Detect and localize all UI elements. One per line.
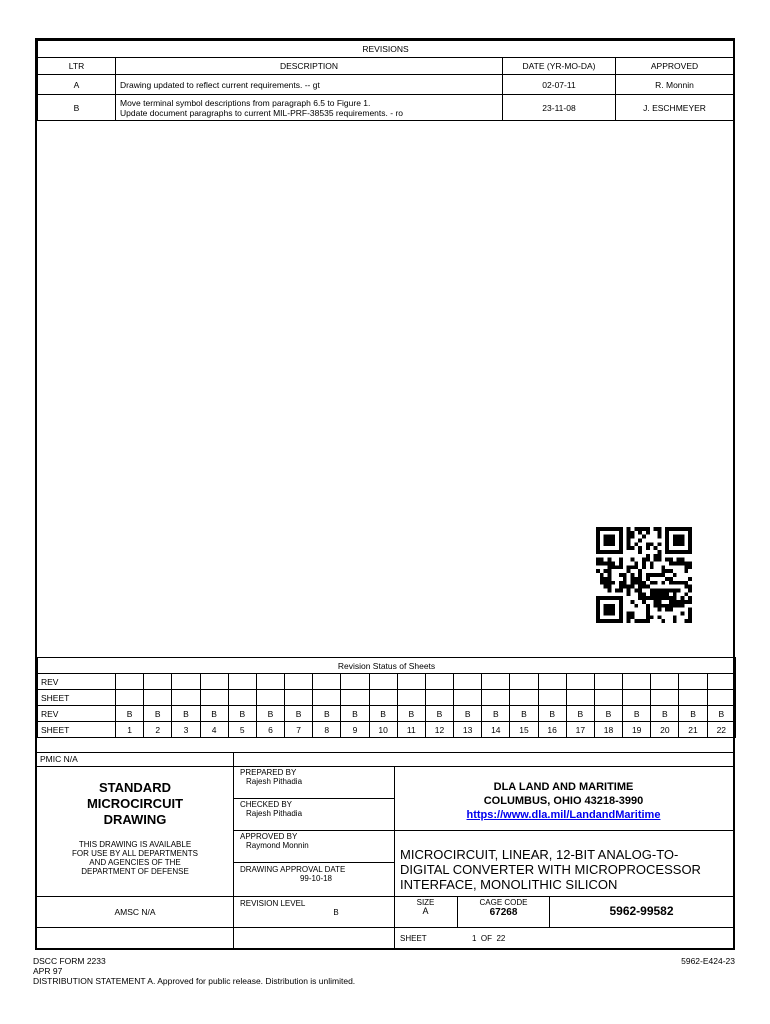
status-empty-cell	[256, 674, 284, 690]
status-empty-cell	[313, 690, 341, 706]
status-sheet-cell: 1	[116, 722, 144, 738]
rev-row-date: 02-07-11	[503, 75, 616, 95]
status-sheet-cell: 9	[341, 722, 369, 738]
form-info: DSCC FORM 2233 APR 97 DISTRIBUTION STATEMENT A. Approved for public release. Distribution is unlimited.	[33, 956, 356, 986]
status-empty-cell	[228, 674, 256, 690]
status-rev-label: REV	[38, 706, 116, 722]
header-ltr: LTR	[38, 58, 116, 75]
status-rev-cell: B	[200, 706, 228, 722]
header-approved: APPROVED	[616, 58, 734, 75]
status-sheet-cell: 11	[397, 722, 425, 738]
status-empty-cell	[313, 674, 341, 690]
drawing-approval-date: DRAWING APPROVAL DATE 99-10-18	[240, 865, 346, 883]
status-sheet-cell: 21	[679, 722, 707, 738]
status-empty-cell	[510, 674, 538, 690]
qr-code	[596, 527, 692, 623]
status-empty-cell	[341, 674, 369, 690]
status-sheet-cell: 22	[707, 722, 735, 738]
sheet-label: SHEET	[400, 934, 427, 943]
status-empty-cell	[623, 690, 651, 706]
status-empty-cell	[425, 674, 453, 690]
status-empty-cell	[200, 674, 228, 690]
status-sheet-cell: 7	[285, 722, 313, 738]
status-empty-cell	[651, 690, 679, 706]
status-rev-cell: B	[425, 706, 453, 722]
pmic-label: PMIC N/A	[40, 754, 78, 764]
rev-row-date: 23-11-08	[503, 95, 616, 121]
prepared-by: PREPARED BY Rajesh Pithadia	[240, 768, 303, 786]
organization-block: DLA LAND AND MARITIME COLUMBUS, OHIO 43218-3990 https://www.dla.mil/LandandMaritime	[394, 780, 733, 822]
amsc-label: AMSC N/A	[114, 907, 156, 917]
status-rev-cell: B	[172, 706, 200, 722]
status-rev-cell: B	[707, 706, 735, 722]
status-empty-cell	[200, 690, 228, 706]
status-title: Revision Status of Sheets	[38, 658, 736, 674]
status-empty-cell	[285, 674, 313, 690]
status-sheet-cell: 16	[538, 722, 566, 738]
rev-row-description: Drawing updated to reflect current requirements. -- gt	[116, 75, 503, 95]
revisions-table	[37, 40, 734, 121]
status-empty-cell	[341, 690, 369, 706]
status-sheet-cell: 12	[425, 722, 453, 738]
status-empty-cell	[538, 674, 566, 690]
status-empty-cell	[679, 674, 707, 690]
status-empty-cell	[623, 674, 651, 690]
rev-row-approved: R. Monnin	[616, 75, 734, 95]
status-rev-cell: B	[256, 706, 284, 722]
revisions-title: REVISIONS	[38, 41, 734, 58]
status-empty-cell	[172, 690, 200, 706]
sheet-number: 1 OF 22	[472, 934, 506, 943]
title-block	[37, 752, 733, 950]
status-empty-cell	[454, 690, 482, 706]
status-rev-cell: B	[397, 706, 425, 722]
status-sheet-label: SHEET	[38, 722, 116, 738]
status-rev-cell: B	[594, 706, 622, 722]
status-empty-cell	[369, 674, 397, 690]
status-rev-cell: B	[341, 706, 369, 722]
status-empty-cell	[285, 690, 313, 706]
status-rev-cell: B	[285, 706, 313, 722]
status-empty-cell	[482, 674, 510, 690]
drawing-title: MICROCIRCUIT, LINEAR, 12-BIT ANALOG-TO- DIGITAL CONVERTER WITH MICROPROCESSOR INTERFACE, MONOLITHIC SILICON	[400, 847, 701, 892]
status-rev-cell: B	[116, 706, 144, 722]
status-empty-cell	[397, 690, 425, 706]
status-sheet-cell: 17	[566, 722, 594, 738]
status-rev-cell: B	[651, 706, 679, 722]
status-sheet-cell: 14	[482, 722, 510, 738]
footer-code: 5962-E424-23	[681, 956, 735, 966]
checked-by: CHECKED BY Rajesh Pithadia	[240, 800, 303, 818]
status-empty-cell	[538, 690, 566, 706]
status-empty-cell	[144, 674, 172, 690]
status-empty-cell	[144, 690, 172, 706]
cage-code-field: CAGE CODE 67268	[479, 898, 528, 918]
status-empty-cell	[566, 674, 594, 690]
status-rev-cell: B	[313, 706, 341, 722]
rev-row-ltr: A	[38, 75, 116, 95]
status-rev-cell: B	[566, 706, 594, 722]
status-sheet-cell: 15	[510, 722, 538, 738]
status-empty-cell	[651, 674, 679, 690]
organization-link[interactable]: https://www.dla.mil/LandandMaritime	[466, 809, 661, 821]
approved-by: APPROVED BY Raymond Monnin	[240, 832, 309, 850]
status-empty-cell	[369, 690, 397, 706]
status-sheet-cell: 10	[369, 722, 397, 738]
status-empty-cell	[256, 690, 284, 706]
status-sheet-cell: 13	[454, 722, 482, 738]
status-rev-cell: B	[144, 706, 172, 722]
revision-level: REVISION LEVEL B	[240, 899, 339, 917]
status-empty-cell	[510, 690, 538, 706]
availability-notice: THIS DRAWING IS AVAILABLE FOR USE BY ALL DEPARTMENTS AND AGENCIES OF THE DEPARTMENT OF DEFENSE	[72, 840, 198, 876]
status-sheet-cell: 6	[256, 722, 284, 738]
status-rev-cell: B	[538, 706, 566, 722]
status-rev-cell: B	[623, 706, 651, 722]
status-empty-cell	[482, 690, 510, 706]
status-rev-cell: B	[679, 706, 707, 722]
header-date: DATE (YR-MO-DA)	[503, 58, 616, 75]
status-sheet-cell: 2	[144, 722, 172, 738]
status-rev-label: REV	[38, 674, 116, 690]
status-rev-cell: B	[482, 706, 510, 722]
status-sheet-cell: 8	[313, 722, 341, 738]
status-empty-cell	[454, 674, 482, 690]
status-sheet-cell: 20	[651, 722, 679, 738]
status-empty-cell	[679, 690, 707, 706]
status-empty-cell	[425, 690, 453, 706]
status-empty-cell	[594, 690, 622, 706]
status-empty-cell	[707, 690, 735, 706]
status-sheet-cell: 3	[172, 722, 200, 738]
status-sheet-cell: 18	[594, 722, 622, 738]
status-empty-cell	[172, 674, 200, 690]
rev-row-ltr: B	[38, 95, 116, 121]
status-rev-cell: B	[510, 706, 538, 722]
status-rev-cell: B	[228, 706, 256, 722]
document-number: 5962-99582	[609, 904, 674, 918]
rev-row-description: Move terminal symbol descriptions from paragraph 6.5 to Figure 1. Update document paragraphs to current MIL-PRF-38535 requirements. - ro	[116, 95, 503, 121]
status-empty-cell	[228, 690, 256, 706]
status-rev-cell: B	[369, 706, 397, 722]
status-empty-cell	[566, 690, 594, 706]
status-empty-cell	[116, 674, 144, 690]
status-sheet-cell: 5	[228, 722, 256, 738]
standard-microcircuit-drawing: STANDARD MICROCIRCUIT DRAWING	[86, 780, 184, 827]
status-sheet-cell: 19	[623, 722, 651, 738]
status-rev-cell: B	[454, 706, 482, 722]
status-empty-cell	[594, 674, 622, 690]
header-description: DESCRIPTION	[116, 58, 503, 75]
status-empty-cell	[397, 674, 425, 690]
rev-row-approved: J. ESCHMEYER	[616, 95, 734, 121]
drawing-frame	[35, 38, 735, 950]
status-empty-cell	[707, 674, 735, 690]
revision-status-table	[37, 657, 736, 738]
size-field: SIZE A	[416, 898, 435, 916]
status-sheet-label: SHEET	[38, 690, 116, 706]
status-empty-cell	[116, 690, 144, 706]
status-sheet-cell: 4	[200, 722, 228, 738]
